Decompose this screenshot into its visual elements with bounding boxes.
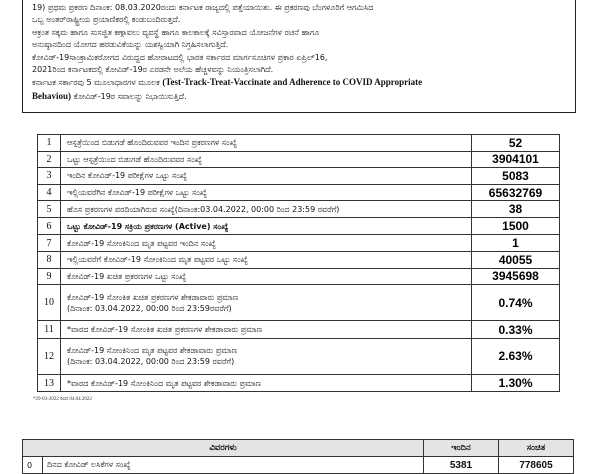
row-number: 10 bbox=[38, 285, 61, 321]
table-row bbox=[38, 151, 560, 168]
row-value: 778605 bbox=[499, 457, 574, 474]
row-label bbox=[61, 285, 472, 321]
row-number: 1 bbox=[38, 135, 61, 152]
intro-line bbox=[32, 90, 564, 103]
row-label-line: (ದಿನಾಂಕ: 03.04.2022, 00:00 ರಿಂದ 23:59ರವರೆಗೆ) bbox=[67, 303, 232, 313]
row-number: 11 bbox=[38, 321, 61, 339]
column-header: ಇಂದಿನ bbox=[424, 440, 499, 457]
column-header: ವಿವರಗಳು bbox=[23, 440, 424, 457]
row-number: 13 bbox=[38, 374, 61, 392]
intro-line: ಕೋವಿಡ್-19ಸಾಂಕ್ರಾಮಿಕರೋಗದ ವಿರುದ್ದದ ಹೋರಾಟದಲ್ಲಿ ಭಾರತ ಸರ್ಕಾರದ ಮಾರ್ಗಸೂಚಿಗಳ ಪ್ರಕಾರ ಏಪ್ರಿಲ್16, bbox=[32, 52, 328, 62]
row-label: ಒಟ್ಟು ಆಸ್ಪತ್ರೆಯಿಂದ ಬಿಡುಗಡೆ ಹೊಂದಿರುವವರ ಸಂಖ್ಯೆ bbox=[61, 151, 472, 168]
column-header: ಸಂಚಿತ bbox=[499, 440, 574, 457]
intro-line: ಒಬ್ಬ ಅಂತರ್‌ರಾಷ್ಟ್ರೀಯ ಪ್ರಯಾಣಿಕರಲ್ಲಿ ಕಂಡುಬಂದಿರುತ್ತದೆ. bbox=[32, 15, 181, 25]
table-row bbox=[38, 184, 560, 201]
table-row bbox=[38, 285, 560, 321]
table-row bbox=[38, 235, 560, 252]
table-header-row bbox=[23, 440, 574, 457]
row-label: *ವಾರದ ಕೋವಿಡ್-19 ಸೋಂಕಿತ ಖಚಿತ ಪ್ರಕರಣಗಳ ಶೇಕಡಾವಾರು ಪ್ರಮಾಣ bbox=[61, 321, 472, 339]
table-row bbox=[38, 374, 560, 392]
table-row bbox=[38, 168, 560, 185]
row-label-line: ಕೋವಿಡ್-19 ಸೋಂಕಿತ ಖಚಿತ ಪ್ರಕರಣಗಳ ಶೇಕಡಾವಾರು ಪ್ರಮಾಣ bbox=[67, 292, 239, 302]
table-row bbox=[38, 201, 560, 218]
intro-line: ಆಕ್ರಂತ ಸಕ್ಕಮ ಹಾಗೂ ಸುಸಜ್ಜಿತ ಕಣ್ಗಾವಲು ವ್ಯವಸ್ಥೆ ಹಾಗೂ ಕಾಲಕಾಲಕ್ಕೆ ಸವಿಸ್ತಾರವಾದ ಯೋಜನೆಗಳ ರಚನೆ ಹಾಗೂ bbox=[32, 27, 320, 37]
intro-text-en: (Test-Track-Treat-Vaccinate and Adherence to COVID Appropriate bbox=[162, 77, 423, 88]
row-label: ಇಂದಿನ ಕೋವಿಡ್-19 ಪರೀಕ್ಷೆಗಳ ಒಟ್ಟು ಸಂಖ್ಯೆ bbox=[61, 168, 472, 185]
row-value: 5083 bbox=[472, 168, 560, 185]
intro-line: 2021ರಿಂದ ಕರ್ನಾಟಕದಲ್ಲಿ ಕೋವಿಡ್-19ರ ಎರಡನೇ ಅಲೆಯ ಹೆಚ್ಚಳವನ್ನು ನಿಯಂತ್ರಿಸಲಾಗಿದೆ. bbox=[32, 65, 274, 75]
stats-table bbox=[37, 134, 560, 392]
row-label: ಒಟ್ಟು ಕೋವಿಡ್-19 ಸಕ್ರಿಯ ಪ್ರಕರಣಗಳ (Active) ಸಂಖ್ಯೆ bbox=[61, 217, 472, 235]
table-row bbox=[38, 252, 560, 269]
row-number: 3 bbox=[38, 168, 61, 185]
row-value: 0.74% bbox=[472, 285, 560, 321]
row-value: 1.30% bbox=[472, 374, 560, 392]
row-value: 2.63% bbox=[472, 338, 560, 374]
row-label: ಇಲ್ಲಿಯವರೆಗೆ ಕೋವಿಡ್-19 ಸೋಂಕಿನಿಂದ ಮೃತ ಪಟ್ಟವರ ಒಟ್ಟು ಸಂಖ್ಯೆ bbox=[61, 252, 472, 269]
intro-line bbox=[32, 76, 564, 89]
intro-text-kn: ಕರ್ನಾಟಕ ಸರ್ಕಾರವು 5 ಮೂಲಾಧಾರಗಳ ಮೂಲಕ bbox=[32, 78, 160, 88]
row-label: ಇಲ್ಲಿಯವರೆಗಿನ ಕೋವಿಡ್-19 ಪರೀಕ್ಷೆಗಳ ಒಟ್ಟು ಸಂಖ್ಯೆ bbox=[61, 184, 472, 201]
row-value: 3904101 bbox=[472, 151, 560, 168]
table-row bbox=[38, 268, 560, 285]
row-value: 40055 bbox=[472, 252, 560, 269]
row-label-line: ಕೋವಿಡ್-19 ಸೋಂಕಿನಿಂದ ಮೃತ ಪಟ್ಟವರ ಶೇಕಡಾವಾರು ಪ್ರಮಾಣ bbox=[67, 346, 238, 356]
row-label: ಹೊಸ ಪ್ರಕರಣಗಳ ವರದಿಯಾಗಿರುವ ಸಂಖ್ಯೆ(ದಿನಾಂಕ:03.04.2022, 00:00 ರಿಂದ 23:59 ರವರೆಗೆ) bbox=[61, 201, 472, 218]
intro-text-kn: ಕೋವಿಡ್-19ರ ಸವಾಲನ್ನು ನಿಭಾಯಿಸುತ್ತಿದೆ. bbox=[73, 91, 187, 101]
row-number: 12 bbox=[38, 338, 61, 374]
row-number: 4 bbox=[38, 184, 61, 201]
table-row bbox=[38, 217, 560, 235]
row-number: 9 bbox=[38, 268, 61, 285]
row-number: 0 bbox=[23, 457, 43, 474]
table-row bbox=[38, 321, 560, 339]
row-value: 5381 bbox=[424, 457, 499, 474]
row-label: *ವಾರದ ಕೋವಿಡ್-19 ಸೋಂಕಿನಿಂದ ಮೃತ ಪಟ್ಟವರ ಶೇಕಡಾವಾರು ಪ್ರಮಾಣ bbox=[61, 374, 472, 392]
row-number: 8 bbox=[38, 252, 61, 269]
row-number: 5 bbox=[38, 201, 61, 218]
intro-line: ಅನುಷ್ಠಾನದಿಂದ ಯೋಗದ ಹರಡುವಿಕೆಯನ್ನು ಯಶಸ್ವಿಯಾಗಿ ನಿಗ್ರಹಿಸಲಾಗುತ್ತಿದೆ. bbox=[32, 40, 229, 50]
intro-text bbox=[32, 2, 564, 103]
row-value: 1 bbox=[472, 235, 560, 252]
row-number: 6 bbox=[38, 217, 61, 235]
row-value: 1500 bbox=[472, 217, 560, 235]
row-value: 3945698 bbox=[472, 268, 560, 285]
row-label: ಕೋವಿಡ್-19 ಖಚಿತ ಪ್ರಕರಣಗಳ ಒಟ್ಟು ಸಂಖ್ಯೆ bbox=[61, 268, 472, 285]
row-value: 0.33% bbox=[472, 321, 560, 339]
row-label-line: (ದಿನಾಂಕ: 03.04.2022, 00:00 ರಿಂದ 23:59 ರವರೆಗೆ) bbox=[67, 357, 235, 367]
row-value: 52 bbox=[472, 135, 560, 152]
vaccine-table bbox=[22, 439, 574, 474]
row-label: ಕೋವಿಡ್-19 ಸೋಂಕಿನಿಂದ ಮೃತ ಪಟ್ಟವರ ಇಂದಿನ ಸಂಖ್ಯೆ bbox=[61, 235, 472, 252]
intro-text-en: Behaviou) bbox=[32, 90, 72, 101]
row-label: ಆಸ್ಪತ್ರೆಯಿಂದ ಬಿಡುಗಡೆ ಹೊಂದಿರುವವರ ಇಂದಿನ ಪ್ರಕರಣಗಳ ಸಂಖ್ಯೆ bbox=[61, 135, 472, 152]
intro-line: 19) ಪ್ರಥಮ ಪ್ರಕರಣ ದಿನಾಂಕ: 08.03.2020ರಂದು ಕರ್ನಾಟಕ ರಾಜ್ಯದಲ್ಲಿ ಪತ್ತೆಯಾಯಿತು. ಈ ಪ್ರಕರಣವು ಬೆಂಗಳೂರಿಗೆ ಆಗಮಿಸಿದ bbox=[32, 3, 374, 12]
footnote: *29-03-2022 ರಿಂದ 04.04.2022 bbox=[33, 397, 92, 402]
row-value: 65632769 bbox=[472, 184, 560, 201]
table-row bbox=[38, 338, 560, 374]
row-value: 38 bbox=[472, 201, 560, 218]
row-label: ದಿನದ ಕೋವಿಡ್ ಲಸಿಕೆಗಳ ಸಂಖ್ಯೆ bbox=[43, 457, 424, 474]
table-row bbox=[38, 135, 560, 152]
row-number: 7 bbox=[38, 235, 61, 252]
row-label bbox=[61, 338, 472, 374]
table-row bbox=[23, 457, 574, 474]
row-number: 2 bbox=[38, 151, 61, 168]
